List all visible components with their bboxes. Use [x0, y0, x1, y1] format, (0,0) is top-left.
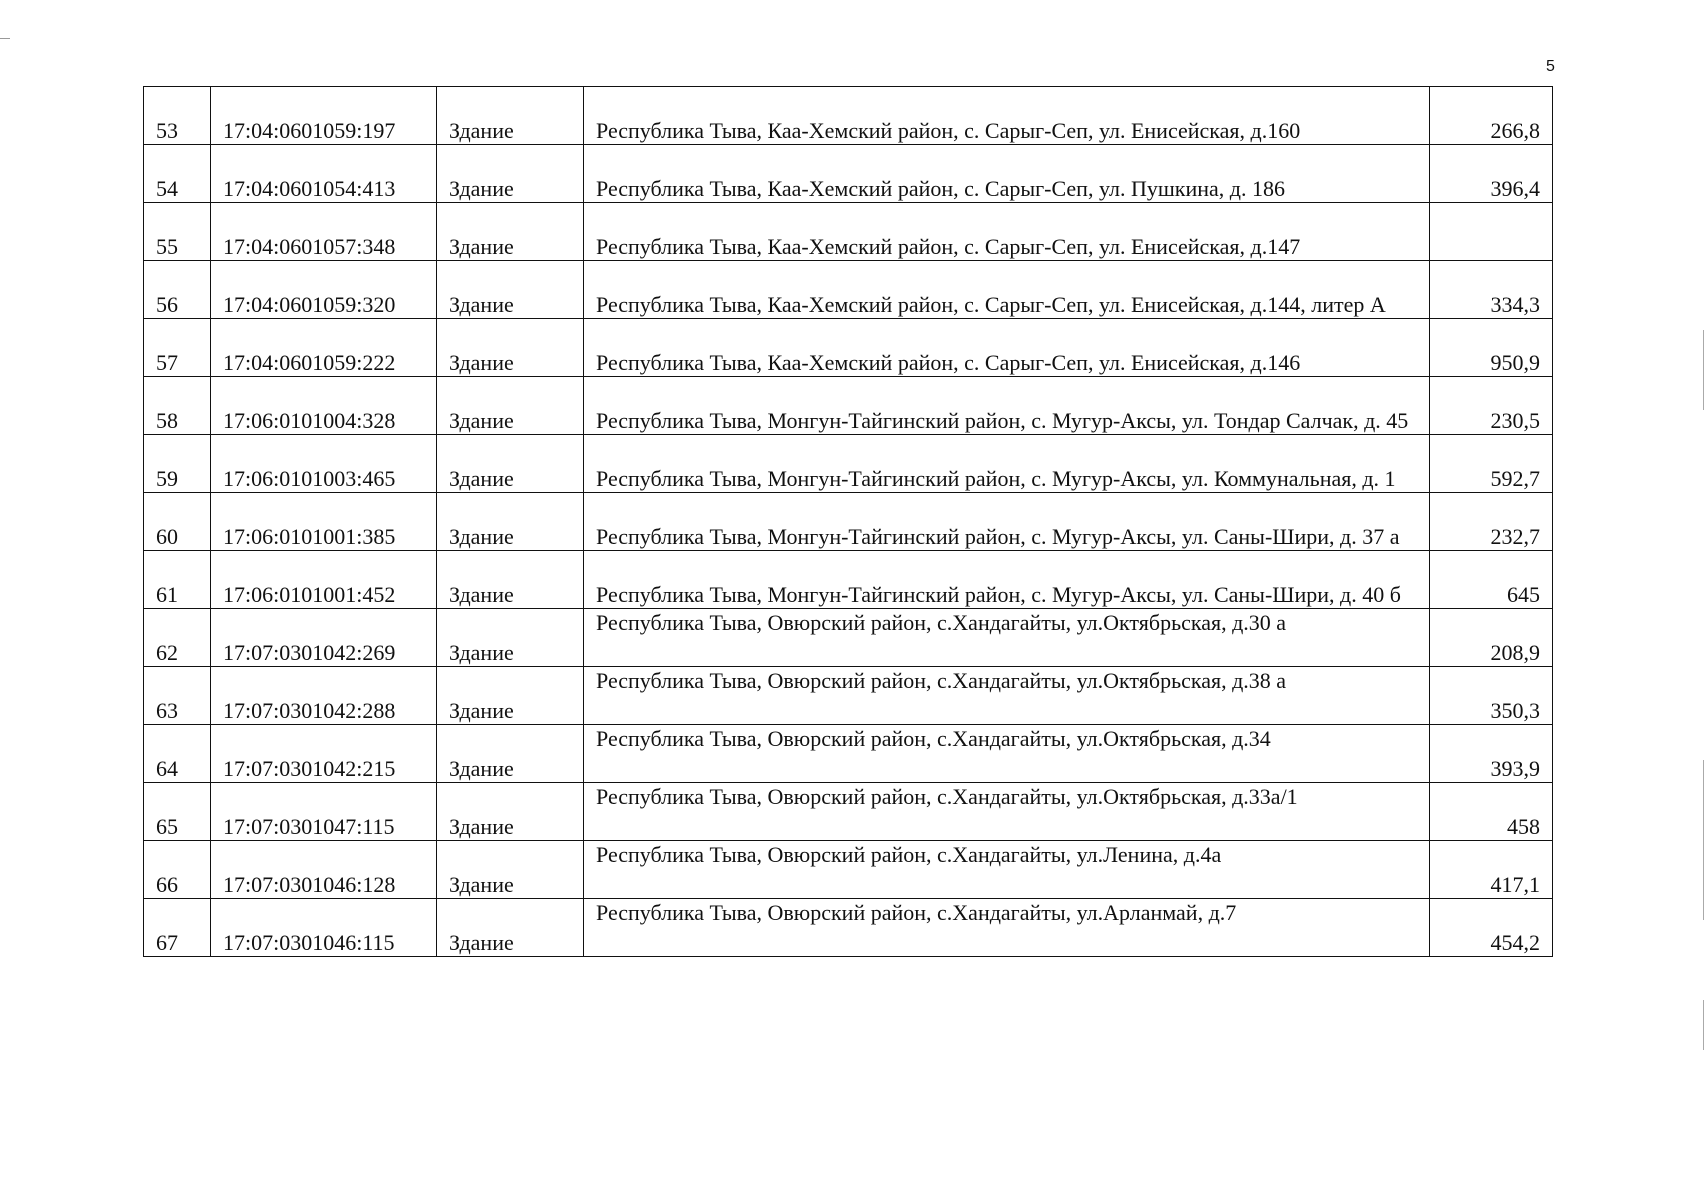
object-area: 230,5 — [1430, 377, 1553, 435]
row-number: 66 — [144, 841, 211, 899]
cadastral-number: 17:06:0101004:328 — [211, 377, 437, 435]
table-row — [144, 145, 1553, 203]
object-area: 334,3 — [1430, 261, 1553, 319]
scan-edge-mark — [1703, 1000, 1704, 1050]
object-area: 645 — [1430, 551, 1553, 609]
object-type: Здание — [437, 841, 584, 899]
object-address: Республика Тыва, Каа-Хемский район, с. Сарыг-Сеп, ул. Пушкина, д. 186 — [584, 145, 1430, 203]
object-area: 232,7 — [1430, 493, 1553, 551]
row-number: 56 — [144, 261, 211, 319]
scan-edge-mark — [1703, 330, 1704, 410]
row-number: 62 — [144, 609, 211, 667]
object-area: 454,2 — [1430, 899, 1553, 957]
table-row — [144, 203, 1553, 261]
row-number: 67 — [144, 899, 211, 957]
row-number: 59 — [144, 435, 211, 493]
object-type: Здание — [437, 435, 584, 493]
object-type: Здание — [437, 261, 584, 319]
row-number: 60 — [144, 493, 211, 551]
table-row — [144, 725, 1553, 783]
row-number: 61 — [144, 551, 211, 609]
cadastral-number: 17:07:0301042:215 — [211, 725, 437, 783]
cadastral-number: 17:04:0601059:197 — [211, 87, 437, 145]
table-row — [144, 841, 1553, 899]
object-address: Республика Тыва, Овюрский район, с.Хандагайты, ул.Октябрьская, д.38 а — [584, 667, 1430, 725]
object-type: Здание — [437, 319, 584, 377]
row-number: 55 — [144, 203, 211, 261]
object-address: Республика Тыва, Каа-Хемский район, с. Сарыг-Сеп, ул. Енисейская, д.147 — [584, 203, 1430, 261]
object-type: Здание — [437, 725, 584, 783]
object-type: Здание — [437, 87, 584, 145]
cadastral-number: 17:07:0301042:288 — [211, 667, 437, 725]
cadastral-number: 17:04:0601054:413 — [211, 145, 437, 203]
property-registry-table — [143, 86, 1553, 957]
table-row — [144, 261, 1553, 319]
object-type: Здание — [437, 667, 584, 725]
object-address: Республика Тыва, Монгун-Тайгинский район, с. Мугур-Аксы, ул. Саны-Шири, д. 40 б — [584, 551, 1430, 609]
object-type: Здание — [437, 203, 584, 261]
object-address: Республика Тыва, Каа-Хемский район, с. Сарыг-Сеп, ул. Енисейская, д.144, литер А — [584, 261, 1430, 319]
table-row — [144, 435, 1553, 493]
object-type: Здание — [437, 377, 584, 435]
object-area: 350,3 — [1430, 667, 1553, 725]
object-area: 393,9 — [1430, 725, 1553, 783]
object-type: Здание — [437, 493, 584, 551]
object-address: Республика Тыва, Монгун-Тайгинский район, с. Мугур-Аксы, ул. Коммунальная, д. 1 — [584, 435, 1430, 493]
cadastral-number: 17:06:0101003:465 — [211, 435, 437, 493]
object-address: Республика Тыва, Овюрский район, с.Хандагайты, ул.Ленина, д.4а — [584, 841, 1430, 899]
row-number: 63 — [144, 667, 211, 725]
row-number: 54 — [144, 145, 211, 203]
object-address: Республика Тыва, Овюрский район, с.Хандагайты, ул.Октябрьская, д.30 а — [584, 609, 1430, 667]
row-number: 58 — [144, 377, 211, 435]
cadastral-number: 17:04:0601059:320 — [211, 261, 437, 319]
object-address: Республика Тыва, Монгун-Тайгинский район, с. Мугур-Аксы, ул. Саны-Шири, д. 37 а — [584, 493, 1430, 551]
table-row — [144, 899, 1553, 957]
object-area — [1430, 203, 1553, 261]
object-area: 208,9 — [1430, 609, 1553, 667]
row-number: 64 — [144, 725, 211, 783]
object-address: Республика Тыва, Каа-Хемский район, с. Сарыг-Сеп, ул. Енисейская, д.160 — [584, 87, 1430, 145]
table-row — [144, 783, 1553, 841]
object-address: Республика Тыва, Овюрский район, с.Хандагайты, ул.Октябрьская, д.33а/1 — [584, 783, 1430, 841]
object-type: Здание — [437, 145, 584, 203]
object-address: Республика Тыва, Монгун-Тайгинский район, с. Мугур-Аксы, ул. Тондар Салчак, д. 45 — [584, 377, 1430, 435]
object-address: Республика Тыва, Овюрский район, с.Хандагайты, ул.Октябрьская, д.34 — [584, 725, 1430, 783]
table-row — [144, 319, 1553, 377]
table-row — [144, 493, 1553, 551]
object-address: Республика Тыва, Овюрский район, с.Хандагайты, ул.Арланмай, д.7 — [584, 899, 1430, 957]
object-type: Здание — [437, 551, 584, 609]
object-type: Здание — [437, 899, 584, 957]
page-number: 5 — [1546, 58, 1555, 75]
table-row — [144, 609, 1553, 667]
object-area: 458 — [1430, 783, 1553, 841]
registry-table-body — [144, 87, 1553, 957]
cadastral-number: 17:07:0301046:115 — [211, 899, 437, 957]
table-row — [144, 551, 1553, 609]
object-area: 592,7 — [1430, 435, 1553, 493]
cadastral-number: 17:07:0301042:269 — [211, 609, 437, 667]
object-type: Здание — [437, 783, 584, 841]
cadastral-number: 17:04:0601059:222 — [211, 319, 437, 377]
row-number: 57 — [144, 319, 211, 377]
cadastral-number: 17:06:0101001:385 — [211, 493, 437, 551]
object-address: Республика Тыва, Каа-Хемский район, с. Сарыг-Сеп, ул. Енисейская, д.146 — [584, 319, 1430, 377]
cadastral-number: 17:04:0601057:348 — [211, 203, 437, 261]
object-type: Здание — [437, 609, 584, 667]
cadastral-number: 17:07:0301046:128 — [211, 841, 437, 899]
table-row — [144, 87, 1553, 145]
table-row — [144, 667, 1553, 725]
object-area: 396,4 — [1430, 145, 1553, 203]
object-area: 950,9 — [1430, 319, 1553, 377]
row-number: 65 — [144, 783, 211, 841]
object-area: 266,8 — [1430, 87, 1553, 145]
row-number: 53 — [144, 87, 211, 145]
scan-edge-mark — [1703, 760, 1704, 920]
cadastral-number: 17:07:0301047:115 — [211, 783, 437, 841]
cadastral-number: 17:06:0101001:452 — [211, 551, 437, 609]
scan-edge-mark — [0, 38, 10, 39]
object-area: 417,1 — [1430, 841, 1553, 899]
table-row — [144, 377, 1553, 435]
